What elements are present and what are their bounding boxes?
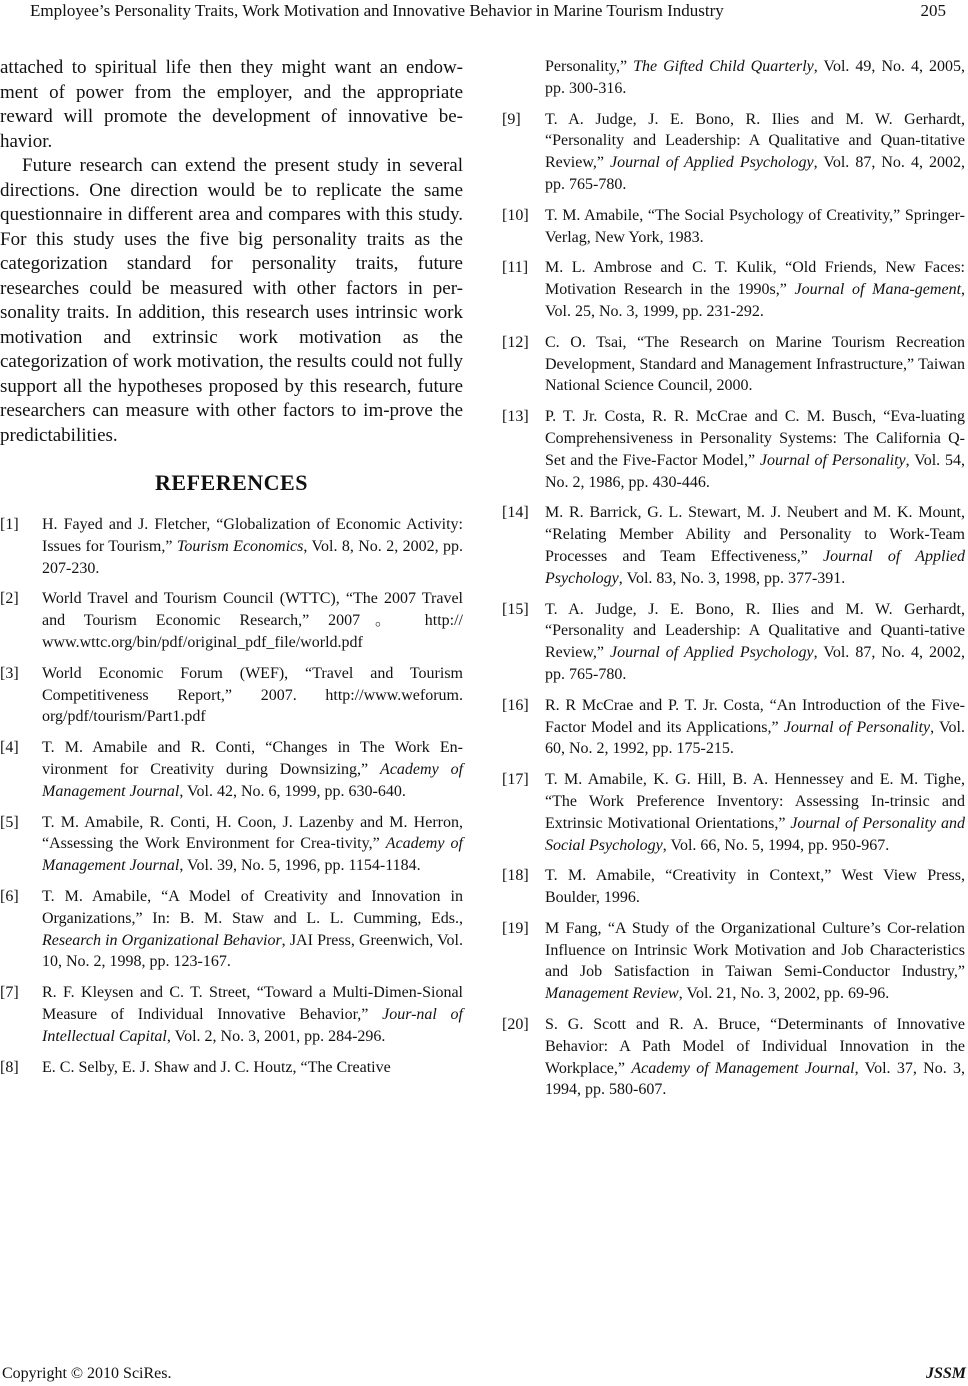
- reference-body: [545, 769, 965, 856]
- reference-body: [42, 514, 463, 579]
- reference-item: [502, 332, 965, 397]
- reference-source-title: Journal of Personality: [759, 451, 906, 469]
- reference-source-title: Journal of Personality: [783, 718, 931, 736]
- reference-text: T. M. Amabile, “Creativity in Context,” West View Press, Boulder, 1996.: [545, 867, 965, 907]
- reference-text: , Vol. 60, No. 2, 1992, pp. 175-215.: [545, 718, 965, 758]
- reference-list: [502, 109, 965, 1102]
- left-column: [0, 56, 463, 1087]
- reference-item: [502, 599, 965, 686]
- reference-item: [502, 109, 965, 196]
- reference-text: T. A. Judge, J. E. Bono, R. Ilies and M. W. Gerhardt, “Personality and Leadership: A Qualitative and Quan-titative Review,”: [545, 110, 965, 172]
- reference-text: M. R. Barrick, G. L. Stewart, M. J. Neubert and M. K. Mount, “Relating Member Ability and Personality to Work-Team Processes and Team Effectiveness,”: [545, 504, 965, 565]
- reference-number: [6]: [0, 887, 19, 905]
- running-title: Employee’s Personality Traits, Work Motivation and Innovative Behavior in Marine Tourism Industry: [30, 1, 724, 20]
- reference-body: [545, 257, 965, 322]
- reference-body: [545, 109, 965, 196]
- reference-number: [10]: [502, 206, 529, 224]
- reference-text: , Vol. 2, No. 3, 2001, pp. 284-296.: [166, 1027, 386, 1045]
- reference-item: [502, 1014, 965, 1101]
- reference-text: , Vol. 54, No. 2, 1986, pp. 430-446.: [545, 451, 965, 491]
- reference-text: World Travel and Tourism Council (WTTC), “The 2007 Travel and Tourism Economic Research,” 2007。 http:// www.wttc.org/bin/pdf/original_pdf_file/world.pdf: [42, 590, 463, 651]
- reference-item: [0, 812, 463, 877]
- reference-source-title: Research in Organizational Behavior: [42, 931, 282, 949]
- reference-text: , Vol. 42, No. 6, 1999, pp. 630-640.: [179, 782, 406, 800]
- reference-source-title: Journal of Mana-gement: [794, 281, 962, 299]
- reference-source-title: Journal of Applied Psychology: [545, 547, 965, 587]
- reference-text: H. Fayed and J. Fletcher, “Globalization of Economic Activity: Issues for Tourism,”: [42, 516, 463, 555]
- reference-body: [545, 406, 965, 493]
- reference-number: [17]: [502, 771, 529, 789]
- reference-item: [502, 865, 965, 909]
- reference-number: [12]: [502, 333, 529, 351]
- copyright: Copyright © 2010 SciRes.: [2, 1365, 172, 1382]
- reference-body: [42, 886, 463, 973]
- reference-source-title: Journal of Personality and Social Psychology: [545, 814, 965, 854]
- reference-text: C. O. Tsai, “The Research on Marine Tourism Recreation Development, Standard and Management Infrastructure,” Taiwan National Science Council, 2000.: [545, 333, 965, 395]
- reference-text: , Vol. 8, No. 2, 2002, pp. 207-230.: [42, 537, 464, 577]
- reference-text: , Vol. 49, No. 4, 2005, pp. 300-316.: [545, 58, 966, 97]
- reference-number: [3]: [0, 664, 19, 682]
- reference-number: [14]: [502, 504, 529, 522]
- reference-text: T. M. Amabile, “The Social Psychology of Creativity,” Springer-Verlag, New York, 1983.: [545, 206, 965, 246]
- reference-source-title: Journal of Applied Psychology: [609, 644, 814, 662]
- reference-item: [502, 695, 965, 760]
- reference-body: [545, 332, 965, 397]
- reference-source-title: Journal of Applied Psychology: [609, 154, 814, 172]
- reference-text: , Vol. 25, No. 3, 1999, pp. 231-292.: [545, 281, 966, 320]
- references-heading: REFERENCES: [155, 470, 308, 495]
- body-paragraph: attached to spiritual life then they might want an endow-ment of power from the employer, and the appropriate reward will promote the development of innovative be-havior.: [0, 57, 463, 152]
- running-header: [0, 0, 968, 22]
- reference-body: [545, 1014, 965, 1101]
- reference-item: [502, 406, 965, 493]
- reference-item: [502, 918, 965, 1005]
- reference-source-title: The Gifted Child Quarterly: [633, 58, 814, 75]
- reference-item: [0, 588, 463, 653]
- reference-body: [42, 737, 463, 802]
- reference-list: [0, 514, 463, 1078]
- reference-source-title: Academy of Management Journal: [42, 835, 463, 875]
- reference-text: T. M. Amabile, “A Model of Creativity and Innovation in Organizations,” In: B. M. Staw and L. L. Cumming, Eds.,: [42, 887, 463, 927]
- reference-body: [42, 1057, 463, 1079]
- reference-continuation: [545, 56, 965, 100]
- reference-number: [18]: [502, 867, 529, 885]
- reference-source-title: Tourism Economics: [176, 537, 304, 555]
- reference-number: [19]: [502, 919, 529, 937]
- reference-number: [5]: [0, 813, 19, 831]
- reference-text: T. A. Judge, J. E. Bono, R. Ilies and M. W. Gerhardt, “Personality and Leadership: A Qualitative and Quanti-tative Review,”: [545, 600, 965, 662]
- reference-text: , Vol. 37, No. 3, 1994, pp. 580-607.: [545, 1059, 966, 1099]
- reference-item: [0, 886, 463, 973]
- reference-item: [502, 502, 965, 589]
- reference-item: [502, 205, 965, 249]
- reference-number: [13]: [502, 408, 529, 426]
- reference-number: [8]: [0, 1058, 19, 1076]
- reference-number: [16]: [502, 696, 529, 714]
- reference-text: Personality,”: [545, 58, 634, 75]
- reference-number: [2]: [0, 590, 19, 608]
- reference-number: [4]: [0, 739, 19, 757]
- reference-text: T. M. Amabile, K. G. Hill, B. A. Hennessey and E. M. Tighe, “The Work Preference Inventory: Assessing In-trinsic and Extrinsic Motivational Orientations,”: [545, 771, 965, 832]
- reference-item: [0, 663, 463, 728]
- reference-text: World Economic Forum (WEF), “Travel and Tourism Competitiveness Report,” 2007. http://www.weforum. org/pdf/tourism/Part1.pdf: [42, 664, 463, 726]
- reference-item: [0, 737, 463, 802]
- reference-number: [1]: [0, 516, 19, 533]
- reference-body: [545, 205, 965, 249]
- reference-text: , Vol. 83, No. 3, 1998, pp. 377-391.: [618, 569, 846, 587]
- reference-body: [545, 695, 965, 760]
- body-paragraph: Future research can extend the present study in several directions. One direction would be to replicate the same questionnaire in different area and compares with this study. For this study uses the five big personality traits as the categorization standard for personality traits, future researches could be measured with other factors in per-sonality traits. In addition, this research uses intrinsic work motivation and extrinsic work motivation as the categorization of work motivation, the results could not fully support all the hypotheses proposed by this research, future researchers can measure with other factors to im-prove the predictabilities.: [0, 155, 463, 446]
- reference-item: [502, 257, 965, 322]
- reference-number: [20]: [502, 1016, 529, 1034]
- page-number: 205: [920, 1, 946, 20]
- reference-text: R. R McCrae and P. T. Jr. Costa, “An Introduction of the Five-Factor Model and its Applications,”: [545, 696, 965, 736]
- reference-body: [42, 982, 463, 1047]
- reference-item: [0, 982, 463, 1047]
- reference-text: , Vol. 87, No. 4, 2002, pp. 765-780.: [545, 154, 966, 193]
- reference-source-title: Jour-nal of Intellectual Capital: [42, 1005, 463, 1045]
- reference-text: E. C. Selby, E. J. Shaw and J. C. Houtz, “The Creative: [42, 1058, 391, 1076]
- reference-number: [15]: [502, 600, 529, 618]
- reference-text: R. F. Kleysen and C. T. Street, “Toward a Multi-Dimen-Sional Measure of Individual Innovative Behavior,”: [42, 984, 463, 1023]
- reference-text: M Fang, “A Study of the Organizational Culture’s Cor-relation Influence on Intrinsic Work Motivation and Job Characteristics and Job Satisfaction in Taiwan Semi-Conductor Industry,”: [545, 919, 965, 981]
- reference-text: S. G. Scott and R. A. Bruce, “Determinants of Innovative Behavior: A Path Model of Individual Innovation in the Workplace,”: [545, 1016, 965, 1077]
- reference-text: P. T. Jr. Costa, R. R. McCrae and C. M. Busch, “Eva-luating Comprehensiveness in Personality Systems: The California Q-Set and the Five-Factor Model,”: [545, 408, 965, 469]
- reference-body: [42, 588, 463, 653]
- reference-number: [9]: [502, 110, 521, 128]
- reference-body: [545, 918, 965, 1005]
- reference-item: [0, 1057, 463, 1079]
- reference-text: M. L. Ambrose and C. T. Kulik, “Old Friends, New Faces: Motivation Research in the 1990s,”: [545, 259, 965, 299]
- reference-text: , Vol. 66, No. 5, 1994, pp. 950-967.: [662, 836, 890, 854]
- reference-item: [0, 514, 463, 579]
- reference-source-title: Academy of Management Journal: [631, 1059, 855, 1077]
- reference-item: [502, 769, 965, 856]
- reference-source-title: Academy of Management Journal: [42, 760, 464, 800]
- reference-text: T. M. Amabile and R. Conti, “Changes in The Work En-vironment for Creativity during Downsizing,”: [42, 739, 463, 778]
- reference-source-title: Management Review: [545, 985, 679, 1003]
- reference-text: , Vol. 87, No. 4, 2002, pp. 765-780.: [545, 644, 966, 683]
- reference-body: [545, 865, 965, 909]
- reference-text: , Vol. 21, No. 3, 2002, pp. 69-96.: [678, 985, 890, 1003]
- reference-number: [7]: [0, 984, 19, 1002]
- reference-text: , JAI Press, Greenwich, Vol. 10, No. 2, 1998, pp. 123-167.: [42, 931, 463, 971]
- reference-text: T. M. Amabile, R. Conti, H. Coon, J. Lazenby and M. Herron, “Assessing the Work Environment for Crea-tivity,”: [42, 813, 463, 853]
- reference-number: [11]: [502, 259, 529, 277]
- reference-body: [42, 663, 463, 728]
- reference-text: , Vol. 39, No. 5, 1996, pp. 1154-1184.: [179, 857, 421, 875]
- reference-body: [545, 502, 965, 589]
- right-column: [502, 56, 965, 1110]
- journal-name: JSSM: [925, 1365, 966, 1382]
- reference-body: [545, 599, 965, 686]
- reference-body: [42, 812, 463, 877]
